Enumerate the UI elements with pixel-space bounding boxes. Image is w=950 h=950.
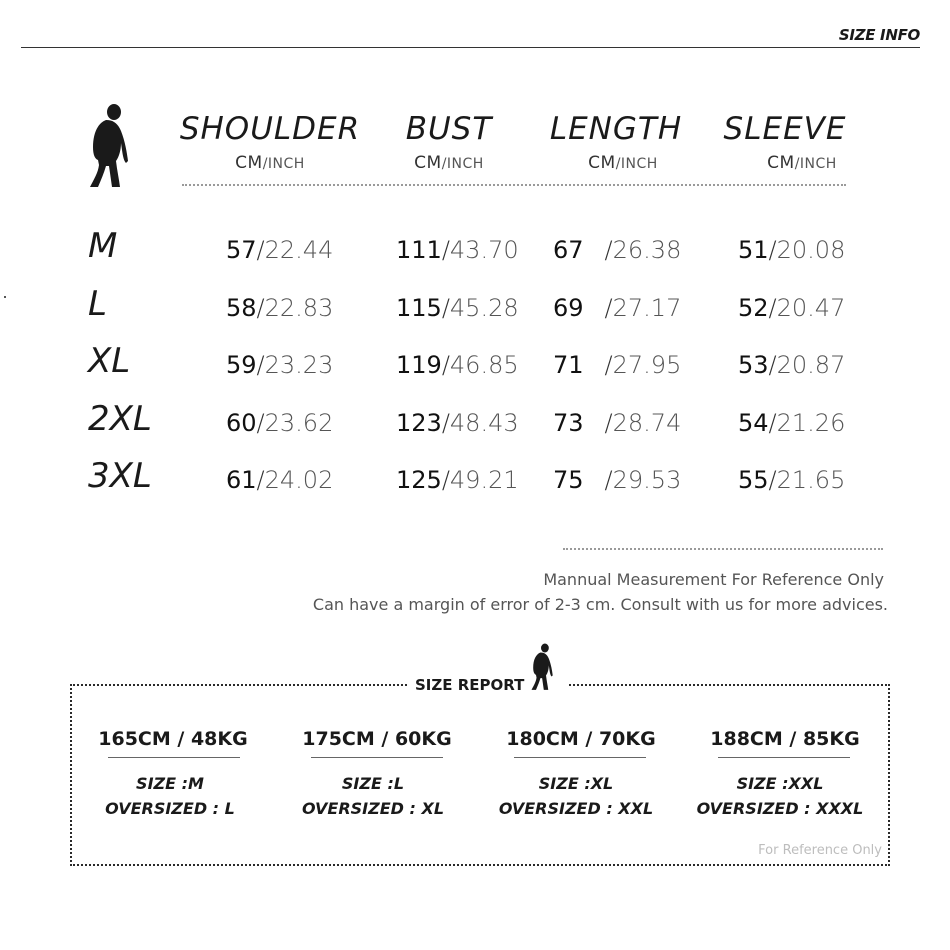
- report-underline-3: [514, 757, 646, 758]
- column-header-length: LENGTH: [549, 111, 683, 147]
- cell-2xl-bust: 123/48.43: [396, 409, 519, 437]
- size-label-2xl: 2XL: [88, 399, 152, 439]
- cell-2xl-sleeve: 54/21.26: [738, 409, 846, 437]
- cell-m-bust: 111/43.70: [396, 236, 519, 264]
- cell-xl-length: 71 /27.95: [553, 351, 682, 379]
- size-report-title: SIZE REPORT: [415, 676, 525, 694]
- cell-m-length: 67 /26.38: [553, 236, 682, 264]
- margin-note: Can have a margin of error of 2-3 cm. Consult with us for more advices.: [312, 595, 888, 614]
- report-size-1: SIZE :M: [136, 774, 204, 793]
- header-divider: [21, 47, 920, 48]
- cell-3xl-shoulder: 61/24.02: [226, 466, 334, 494]
- column-unit-bust: CM/INCH: [414, 153, 484, 173]
- report-oversized-1: OVERSIZED : L: [105, 799, 235, 818]
- cell-m-shoulder: 57/22.44: [226, 236, 334, 264]
- column-unit-shoulder: CM/INCH: [235, 153, 305, 173]
- cell-2xl-shoulder: 60/23.62: [226, 409, 334, 437]
- cell-3xl-length: 75 /29.53: [553, 466, 682, 494]
- column-unit-sleeve: CM/INCH: [767, 153, 837, 173]
- human-silhouette-icon: [84, 103, 130, 189]
- page-title: SIZE INFO: [838, 26, 920, 44]
- report-underline-4: [718, 757, 850, 758]
- size-label-3xl: 3XL: [88, 456, 152, 496]
- cell-l-bust: 115/45.28: [396, 294, 519, 322]
- column-header-bust: BUST: [405, 111, 493, 147]
- size-label-xl: XL: [88, 341, 131, 381]
- report-underline-2: [311, 757, 443, 758]
- stray-dot: [4, 296, 6, 298]
- cell-2xl-length: 73 /28.74: [553, 409, 682, 437]
- report-size-4: SIZE :XXL: [736, 774, 824, 793]
- report-oversized-3: OVERSIZED : XXL: [498, 799, 654, 818]
- note-dotted-divider: [563, 548, 883, 550]
- report-oversized-4: OVERSIZED : XXXL: [696, 799, 864, 818]
- human-silhouette-icon: [528, 643, 554, 691]
- cell-l-length: 69 /27.17: [553, 294, 682, 322]
- cell-l-shoulder: 58/22.83: [226, 294, 334, 322]
- cell-3xl-bust: 125/49.21: [396, 466, 519, 494]
- report-size-3: SIZE :XL: [538, 774, 614, 793]
- report-body-3: 180CM / 70KG: [506, 728, 656, 750]
- report-body-1: 165CM / 48KG: [98, 728, 248, 750]
- measurement-note: Mannual Measurement For Reference Only: [543, 570, 884, 589]
- column-unit-length: CM/INCH: [588, 153, 658, 173]
- column-header-sleeve: SLEEVE: [723, 111, 847, 147]
- cell-xl-sleeve: 53/20.87: [738, 351, 846, 379]
- cell-m-sleeve: 51/20.08: [738, 236, 846, 264]
- report-underline-1: [108, 757, 240, 758]
- cell-xl-shoulder: 59/23.23: [226, 351, 334, 379]
- cell-l-sleeve: 52/20.47: [738, 294, 846, 322]
- size-label-l: L: [88, 284, 107, 324]
- report-body-2: 175CM / 60KG: [302, 728, 452, 750]
- cell-xl-bust: 119/46.85: [396, 351, 519, 379]
- report-body-4: 188CM / 85KG: [710, 728, 860, 750]
- header-dotted-divider: [182, 184, 846, 186]
- cell-3xl-sleeve: 55/21.65: [738, 466, 846, 494]
- report-size-2: SIZE :L: [341, 774, 405, 793]
- column-header-shoulder: SHOULDER: [179, 111, 361, 147]
- size-label-m: M: [88, 226, 118, 266]
- reference-footnote: For Reference Only: [758, 843, 882, 858]
- report-oversized-2: OVERSIZED : XL: [301, 799, 445, 818]
